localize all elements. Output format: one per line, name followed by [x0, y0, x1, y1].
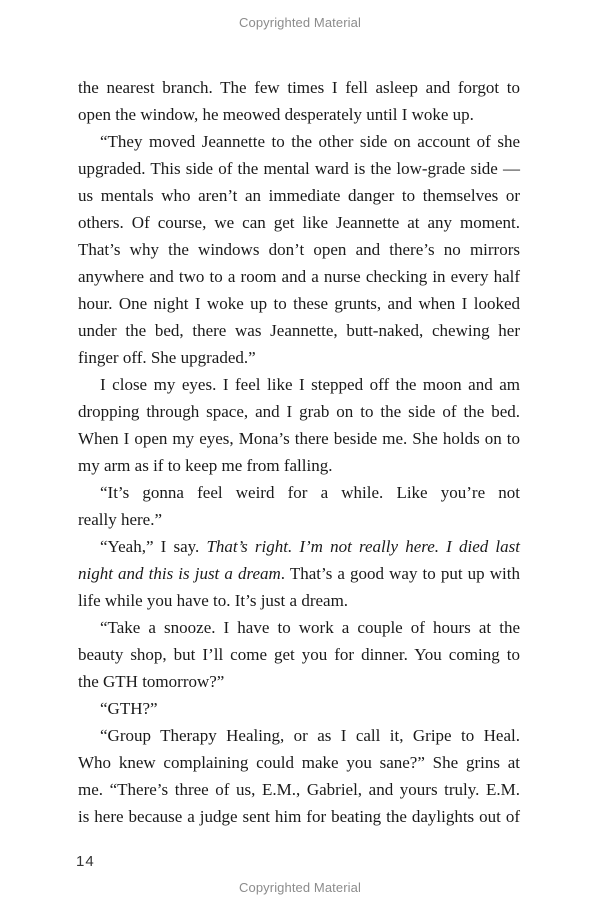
text-line: under the bed, there was Jeannette, butt-naked, chewing her: [78, 321, 520, 340]
text-line: my arm as if to keep me from falling.: [78, 456, 333, 475]
text-line: the GTH tomorrow?”: [78, 672, 225, 691]
text-line: “GTH?”: [100, 699, 158, 718]
text-line: life while you have to. It’s just a dream.: [78, 591, 349, 610]
text-line: “Take a snooze. I have to work a couple of hours at the: [100, 618, 520, 637]
text-segment: “Yeah,” I say.: [100, 537, 207, 556]
text-line: “It’s gonna feel weird for a while. Like you’re not: [100, 483, 520, 502]
text-line: us mentals who aren’t an immediate danger to themselves or: [78, 186, 520, 205]
copyright-watermark-bottom: Copyrighted Material: [239, 880, 361, 895]
text-line: me. “There’s three of us, E.M., Gabriel, and yours truly. E.M.: [78, 780, 520, 799]
copyright-watermark-top: Copyrighted Material: [239, 15, 361, 30]
italic-text-segment: That’s right. I’m not really here. I died last: [206, 537, 520, 556]
page-body-text: [78, 74, 520, 830]
text-line: open the window, he meowed desperately until I woke up.: [78, 105, 474, 124]
text-line: That’s why the windows don’t open and there’s no mirrors: [78, 240, 520, 259]
text-line: I close my eyes. I feel like I stepped off the moon and am: [100, 375, 520, 394]
text-line: anywhere and two to a room and a nurse checking in every half: [78, 267, 520, 286]
text-line: When I open my eyes, Mona’s there beside me. She holds on to: [78, 429, 520, 448]
text-line: dropping through space, and I grab on to the side of the bed.: [78, 402, 520, 421]
italic-text-segment: night and this is just a dream: [78, 564, 281, 583]
text-line: really here.”: [78, 510, 162, 529]
text-line: the nearest branch. The few times I fell asleep and forgot to: [78, 78, 520, 97]
text-line: others. Of course, we can get like Jeannette at any moment.: [78, 213, 520, 232]
text-segment: . That’s a good way to put up with: [280, 564, 520, 583]
text-line: [78, 560, 520, 587]
text-line: “They moved Jeannette to the other side on account of she: [100, 132, 520, 151]
text-line: “Group Therapy Healing, or as I call it, Gripe to Heal.: [100, 726, 520, 745]
text-line: finger off. She upgraded.”: [78, 348, 256, 367]
text-line: Who knew complaining could make you sane?” She grins at: [78, 753, 520, 772]
text-line: [78, 533, 520, 560]
text-line: hour. One night I woke up to these grunts, and when I looked: [78, 294, 520, 313]
text-line: beauty shop, but I’ll come get you for dinner. You coming to: [78, 645, 520, 664]
text-line: is here because a judge sent him for beating the daylights out of: [78, 807, 520, 826]
page-number: 14: [76, 853, 95, 870]
text-line: upgraded. This side of the mental ward is the low-grade side —: [78, 159, 520, 178]
